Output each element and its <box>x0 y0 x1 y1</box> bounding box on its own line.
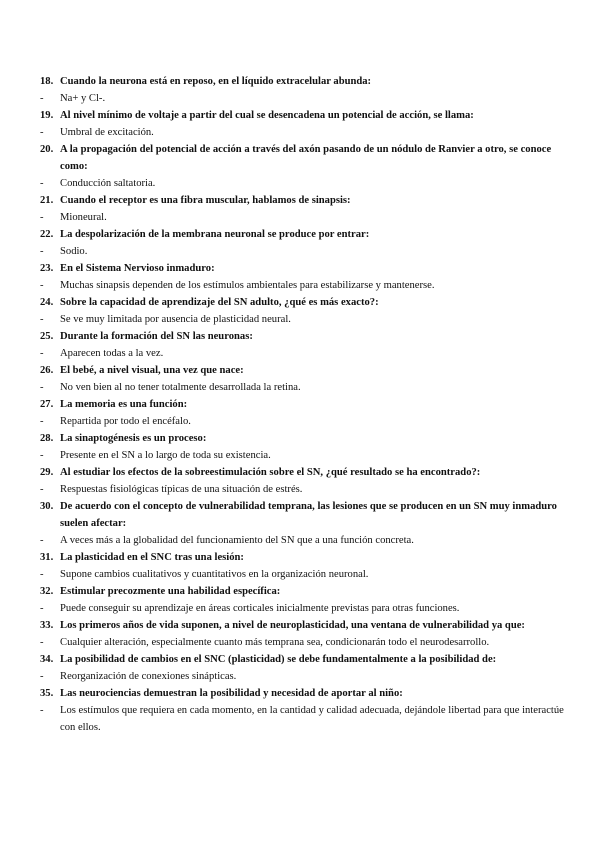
answer-text <box>40 413 570 430</box>
question-text <box>40 141 570 175</box>
question-text <box>40 651 570 668</box>
answer-dash: - <box>40 671 44 682</box>
question-label: Al nivel mínimo de voltaje a partir del cual se desencadena un potencial de acción, se llama: <box>60 110 474 121</box>
answer-text <box>40 634 570 651</box>
question-label: En el Sistema Nervioso inmaduro: <box>60 263 215 274</box>
question-text <box>40 328 570 345</box>
question-block <box>40 362 570 396</box>
answer-text <box>40 243 570 260</box>
question-number: 33. <box>40 620 54 631</box>
question-block <box>40 260 570 294</box>
question-label: Cuando la neurona está en reposo, en el líquido extracelular abunda: <box>60 76 372 87</box>
question-text <box>40 685 570 702</box>
question-label: La sinaptogénesis es un proceso: <box>60 433 207 444</box>
question-number: 20. <box>40 144 54 155</box>
question-block <box>40 294 570 328</box>
question-text <box>40 192 570 209</box>
question-text <box>40 430 570 447</box>
question-block <box>40 107 570 141</box>
question-label: La posibilidad de cambios en el SNC (plasticidad) se debe fundamentalmente a la posibilidad de: <box>60 654 497 665</box>
question-label: Cuando el receptor es una fibra muscular, hablamos de sinapsis: <box>60 195 351 206</box>
answer-text <box>40 600 570 617</box>
question-label: Durante la formación del SN las neuronas: <box>60 331 253 342</box>
question-label: Los primeros años de vida suponen, a nivel de neuroplasticidad, una ventana de vulnerabilidad ya que: <box>60 620 525 631</box>
answer-label: Reorganización de conexiones sinápticas. <box>60 671 237 682</box>
question-number: 28. <box>40 433 54 444</box>
answer-dash: - <box>40 314 44 325</box>
question-block <box>40 396 570 430</box>
question-text <box>40 294 570 311</box>
answer-text <box>40 175 570 192</box>
question-number: 22. <box>40 229 54 240</box>
question-label: La despolarización de la membrana neuronal se produce por entrar: <box>60 229 370 240</box>
question-number: 32. <box>40 586 54 597</box>
question-text <box>40 260 570 277</box>
question-block <box>40 141 570 192</box>
answer-text <box>40 277 570 294</box>
answer-dash: - <box>40 178 44 189</box>
answer-dash: - <box>40 705 44 716</box>
answer-text <box>40 702 570 736</box>
question-block <box>40 73 570 107</box>
question-list <box>40 73 570 736</box>
answer-label: Na+ y Cl-. <box>60 93 106 104</box>
question-text <box>40 396 570 413</box>
question-block <box>40 685 570 736</box>
answer-label: Umbral de excitación. <box>60 127 154 138</box>
answer-dash: - <box>40 416 44 427</box>
question-label: La memoria es una función: <box>60 399 188 410</box>
question-number: 18. <box>40 76 54 87</box>
question-text <box>40 226 570 243</box>
answer-label: Respuestas fisiológicas típicas de una situación de estrés. <box>60 484 303 495</box>
answer-label: Repartida por todo el encéfalo. <box>60 416 191 427</box>
answer-text <box>40 481 570 498</box>
answer-text <box>40 447 570 464</box>
question-block <box>40 549 570 583</box>
question-block <box>40 192 570 226</box>
answer-label: Puede conseguir su aprendizaje en áreas corticales inicialmente previstas para otras funciones. <box>60 603 460 614</box>
question-label: Estimular precozmente una habilidad específica: <box>60 586 281 597</box>
answer-label: Mioneural. <box>60 212 107 223</box>
answer-text <box>40 566 570 583</box>
answer-text <box>40 311 570 328</box>
answer-dash: - <box>40 246 44 257</box>
question-number: 30. <box>40 501 54 512</box>
question-label: A la propagación del potencial de acción a través del axón pasando de un nódulo de Ranvier a otro, se conoce como: <box>60 144 552 172</box>
question-text <box>40 362 570 379</box>
question-label: De acuerdo con el concepto de vulnerabilidad temprana, las lesiones que se producen en un SN muy inmaduro suelen afectar: <box>60 501 557 529</box>
answer-label: No ven bien al no tener totalmente desarrollada la retina. <box>60 382 301 393</box>
answer-dash: - <box>40 484 44 495</box>
question-number: 25. <box>40 331 54 342</box>
question-text <box>40 464 570 481</box>
answer-dash: - <box>40 382 44 393</box>
question-number: 24. <box>40 297 54 308</box>
question-block <box>40 226 570 260</box>
answer-dash: - <box>40 127 44 138</box>
question-block <box>40 430 570 464</box>
answer-label: Conducción saltatoria. <box>60 178 156 189</box>
answer-text <box>40 668 570 685</box>
question-block <box>40 583 570 617</box>
question-number: 27. <box>40 399 54 410</box>
question-number: 23. <box>40 263 54 274</box>
question-label: El bebé, a nivel visual, una vez que nace: <box>60 365 244 376</box>
question-number: 21. <box>40 195 54 206</box>
answer-dash: - <box>40 637 44 648</box>
question-text <box>40 617 570 634</box>
answer-label: Sodio. <box>60 246 88 257</box>
answer-label: Presente en el SN a lo largo de toda su existencia. <box>60 450 271 461</box>
question-number: 19. <box>40 110 54 121</box>
answer-label: Los estímulos que requiera en cada momento, en la cantidad y calidad adecuada, dejándole libertad para que interactúe con ellos. <box>60 705 564 733</box>
question-number: 34. <box>40 654 54 665</box>
question-block <box>40 498 570 549</box>
answer-label: Se ve muy limitada por ausencia de plasticidad neural. <box>60 314 291 325</box>
question-text <box>40 549 570 566</box>
answer-label: Aparecen todas a la vez. <box>60 348 164 359</box>
question-block <box>40 328 570 362</box>
question-number: 31. <box>40 552 54 563</box>
question-text <box>40 73 570 90</box>
question-label: La plasticidad en el SNC tras una lesión: <box>60 552 244 563</box>
answer-text <box>40 379 570 396</box>
answer-dash: - <box>40 348 44 359</box>
answer-text <box>40 124 570 141</box>
answer-label: Cualquier alteración, especialmente cuanto más temprana sea, condicionarán todo el neurodesarrollo. <box>60 637 490 648</box>
question-number: 26. <box>40 365 54 376</box>
answer-dash: - <box>40 212 44 223</box>
question-block <box>40 464 570 498</box>
question-text <box>40 107 570 124</box>
answer-label: Supone cambios cualitativos y cuantitativos en la organización neuronal. <box>60 569 369 580</box>
answer-label: A veces más a la globalidad del funcionamiento del SN que a una función concreta. <box>60 535 414 546</box>
question-number: 35. <box>40 688 54 699</box>
answer-text <box>40 345 570 362</box>
answer-text <box>40 209 570 226</box>
answer-dash: - <box>40 603 44 614</box>
answer-dash: - <box>40 93 44 104</box>
question-number: 29. <box>40 467 54 478</box>
answer-dash: - <box>40 450 44 461</box>
answer-dash: - <box>40 280 44 291</box>
question-text <box>40 498 570 532</box>
question-text <box>40 583 570 600</box>
answer-text <box>40 532 570 549</box>
question-block <box>40 617 570 651</box>
answer-label: Muchas sinapsis dependen de los estímulos ambientales para estabilizarse y mantenerse. <box>60 280 435 291</box>
question-label: Al estudiar los efectos de la sobreestimulación sobre el SN, ¿qué resultado se ha encontrado?: <box>60 467 481 478</box>
answer-dash: - <box>40 569 44 580</box>
answer-text <box>40 90 570 107</box>
question-label: Las neurociencias demuestran la posibilidad y necesidad de aportar al niño: <box>60 688 403 699</box>
answer-dash: - <box>40 535 44 546</box>
question-block <box>40 651 570 685</box>
question-label: Sobre la capacidad de aprendizaje del SN adulto, ¿qué es más exacto?: <box>60 297 379 308</box>
